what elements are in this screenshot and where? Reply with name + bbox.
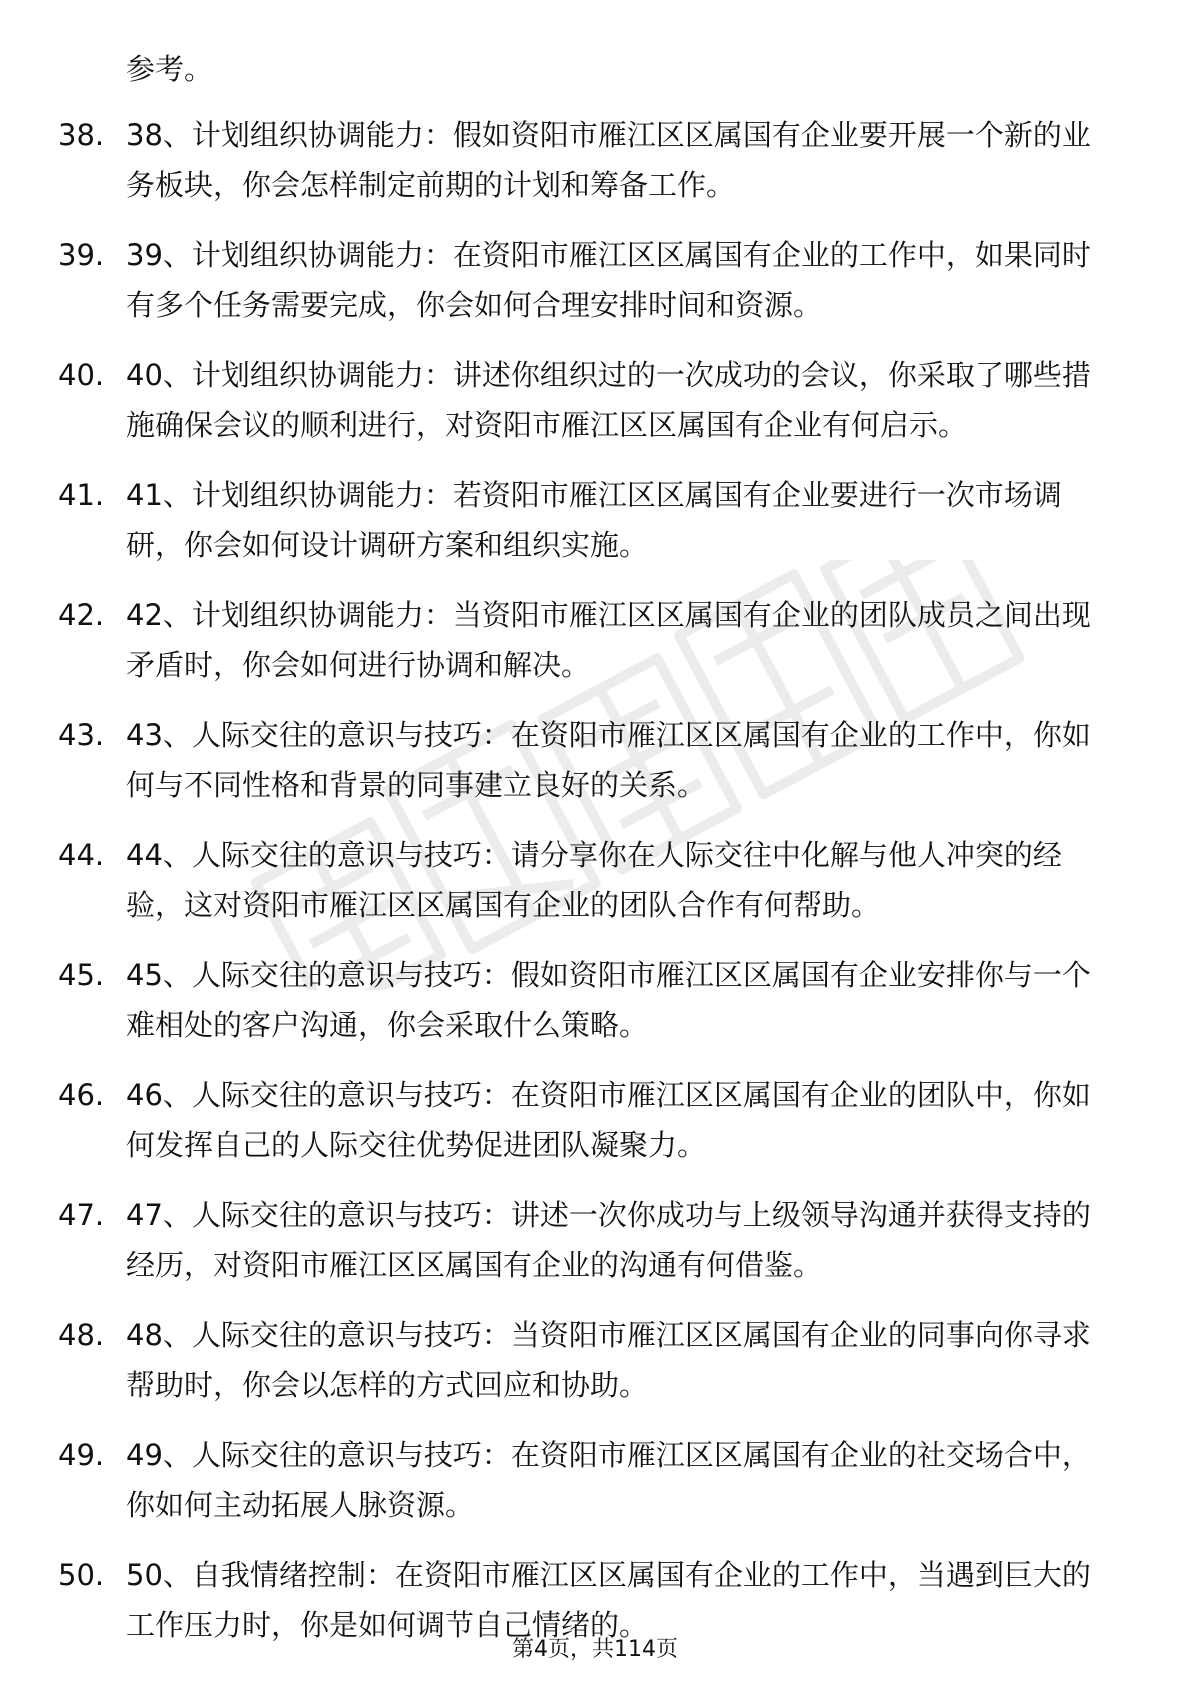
question-number: 45. [58, 958, 105, 992]
question-text: 38、计划组织协调能力：假如资阳市雁江区区属国有企业要开展一个新的业务板块，你会怎样制定前期的计划和筹备工作。 [126, 118, 1091, 202]
question-number: 42. [58, 598, 105, 632]
question-text: 49、人际交往的意识与技巧：在资阳市雁江区区属国有企业的社交场合中，你如何主动拓展人脉资源。 [126, 1438, 1091, 1522]
question-item [58, 1190, 1116, 1290]
question-text: 46、人际交往的意识与技巧：在资阳市雁江区区属国有企业的团队中，你如何发挥自己的人际交往优势促进团队凝聚力。 [126, 1078, 1091, 1162]
question-item [58, 110, 1116, 210]
question-text: 42、计划组织协调能力：当资阳市雁江区区属国有企业的团队成员之间出现矛盾时，你会如何进行协调和解决。 [126, 598, 1091, 682]
question-item [58, 1070, 1116, 1170]
question-list [0, 110, 1190, 1650]
page-footer: 第4页，共114页 [512, 1637, 678, 1662]
question-item [58, 830, 1116, 930]
question-text: 44、人际交往的意识与技巧：请分享你在人际交往中化解与他人冲突的经验，这对资阳市雁江区区属国有企业的团队合作有何帮助。 [126, 838, 1062, 922]
question-text: 48、人际交往的意识与技巧：当资阳市雁江区区属国有企业的同事向你寻求帮助时，你会以怎样的方式回应和协助。 [126, 1318, 1091, 1402]
question-number: 48. [58, 1318, 105, 1352]
question-number: 43. [58, 718, 105, 752]
question-item [58, 590, 1116, 690]
question-text: 50、自我情绪控制：在资阳市雁江区区属国有企业的工作中，当遇到巨大的工作压力时，你是如何调节自己情绪的。 [126, 1558, 1091, 1642]
question-text: 43、人际交往的意识与技巧：在资阳市雁江区区属国有企业的工作中，你如何与不同性格和背景的同事建立良好的关系。 [126, 718, 1091, 802]
question-number: 41. [58, 478, 105, 512]
question-item [58, 1310, 1116, 1410]
question-text: 39、计划组织协调能力：在资阳市雁江区区属国有企业的工作中，如果同时有多个任务需要完成，你会如何合理安排时间和资源。 [126, 238, 1091, 322]
question-number: 40. [58, 358, 105, 392]
question-text: 47、人际交往的意识与技巧：讲述一次你成功与上级领导沟通并获得支持的经历，对资阳市雁江区区属国有企业的沟通有何借鉴。 [126, 1198, 1091, 1282]
document-body [0, 44, 1190, 1670]
question-item [58, 350, 1116, 450]
question-number: 46. [58, 1078, 105, 1112]
question-text: 40、计划组织协调能力：讲述你组织过的一次成功的会议，你采取了哪些措施确保会议的顺利进行，对资阳市雁江区区属国有企业有何启示。 [126, 358, 1091, 442]
question-number: 44. [58, 838, 105, 872]
question-text: 41、计划组织协调能力：若资阳市雁江区区属国有企业要进行一次市场调研，你会如何设计调研方案和组织实施。 [126, 478, 1062, 562]
question-item [58, 950, 1116, 1050]
question-item [58, 230, 1116, 330]
question-number: 50. [58, 1558, 105, 1592]
question-item [58, 710, 1116, 810]
question-number: 47. [58, 1198, 105, 1232]
question-number: 38. [58, 118, 105, 152]
question-item [58, 1430, 1116, 1530]
continuation-text: 参考。 [126, 52, 214, 86]
question-item [58, 470, 1116, 570]
question-number: 39. [58, 238, 105, 272]
question-text: 45、人际交往的意识与技巧：假如资阳市雁江区区属国有企业安排你与一个难相处的客户沟通，你会采取什么策略。 [126, 958, 1091, 1042]
question-number: 49. [58, 1438, 105, 1472]
